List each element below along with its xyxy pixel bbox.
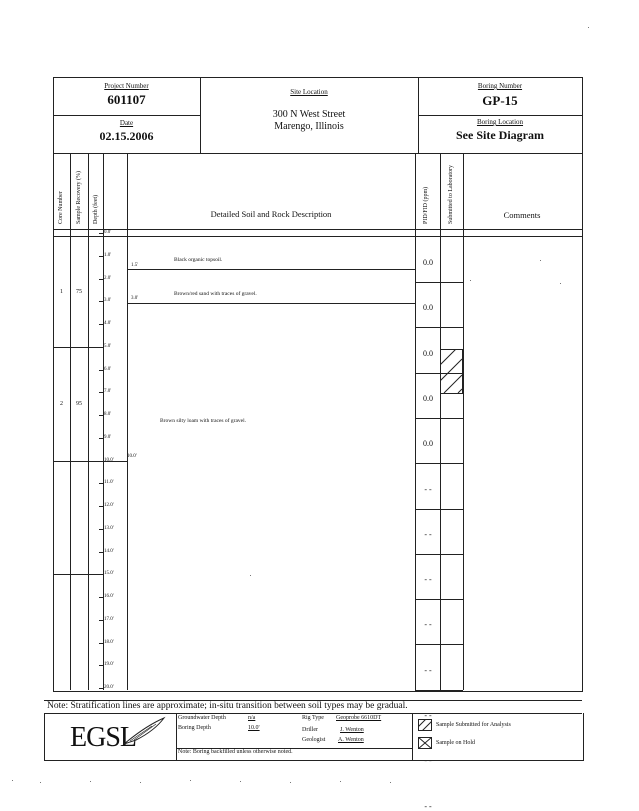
- depth-header: Depth (feet): [93, 194, 99, 224]
- scan-dot: [588, 27, 589, 28]
- boring-location: See Site Diagram: [456, 128, 544, 142]
- groundwater-value: n/a: [248, 715, 256, 721]
- hatched-legend-icon: [418, 719, 432, 731]
- layer-boundary: [127, 269, 415, 270]
- divider: [53, 153, 582, 154]
- geologist-label: Geologist: [302, 737, 326, 743]
- groundwater-label: Groundwater Depth: [178, 715, 226, 721]
- legend-analysis-label: Sample Submitted for Analysis: [436, 722, 511, 728]
- depth-tick: 20.0': [104, 685, 114, 690]
- crosshatch-legend-icon: [418, 737, 432, 749]
- pid-header: PID/FID (ppm): [423, 186, 429, 224]
- divider: [53, 236, 582, 237]
- pid-reading: - -: [424, 620, 432, 630]
- layer-description: Brown/red sand with traces of gravel.: [174, 291, 257, 297]
- core-number: 2: [60, 401, 63, 407]
- scan-dot: [470, 280, 471, 281]
- geologist-value: A. Wenton: [338, 737, 364, 743]
- layer-depth: 1.5': [131, 263, 139, 268]
- pid-row-divider: [415, 418, 463, 419]
- core-divider: [53, 574, 103, 575]
- pid-reading: 0.0: [423, 258, 433, 267]
- pid-row-divider: [415, 282, 463, 283]
- core-divider: [53, 347, 103, 348]
- depth-tick: 3.0': [104, 298, 112, 304]
- layer-depth: 3.0': [131, 296, 139, 301]
- sample-recovery-header: Sample Recovery (%): [76, 171, 82, 224]
- pid-row-divider: [415, 644, 463, 645]
- depth-tick: 16.0': [104, 594, 114, 599]
- boring-location-label: Boring Location: [476, 118, 524, 126]
- driller-label: Driller: [302, 727, 318, 733]
- divider: [70, 153, 71, 690]
- scan-dot: [240, 781, 241, 782]
- driller-value: J. Wenton: [340, 727, 364, 733]
- core-divider: [53, 461, 127, 462]
- scan-dot: [290, 782, 291, 783]
- scan-dot: [540, 260, 541, 261]
- divider: [415, 153, 416, 690]
- rig-type-value: Geoprobe 6610DT: [336, 715, 382, 721]
- depth-tick: 0.0': [104, 230, 112, 235]
- depth-tick: 8.0': [104, 412, 112, 417]
- backfill-note: Note: Boring backfilled unless otherwise noted.: [178, 749, 293, 755]
- scan-dot: [340, 781, 341, 782]
- boring-depth-value: 10.0': [248, 725, 260, 731]
- pid-row-divider: [415, 327, 463, 328]
- divider: [418, 115, 582, 116]
- pid-reading: 0.0: [423, 393, 433, 403]
- pid-reading: 0.0: [423, 303, 433, 313]
- scan-dot: [560, 283, 561, 284]
- scan-dot: [12, 780, 13, 781]
- divider: [176, 713, 177, 760]
- pid-reading: - -: [424, 756, 432, 766]
- pid-row-divider: [415, 554, 463, 555]
- depth-tick: 9.0': [104, 434, 112, 440]
- depth-tick: 14.0': [104, 548, 114, 554]
- stratification-note: Note: Stratification lines are approximate; in-situ transition between soil types may be gradual.: [47, 701, 408, 711]
- comments-header: Comments: [503, 210, 541, 220]
- scan-dot: [190, 780, 191, 781]
- sample-recovery: 75: [76, 289, 82, 295]
- scan-dot: [90, 781, 91, 782]
- legend-hold-label: Sample on Hold: [436, 740, 475, 746]
- depth-tick: 1.0': [104, 252, 112, 258]
- submitted-header: Submitted to Laboratory: [448, 165, 454, 224]
- pid-reading: - -: [424, 711, 432, 720]
- core-number: 1: [60, 289, 63, 295]
- depth-tick: 17.0': [104, 616, 114, 622]
- project-number: 601107: [107, 92, 146, 107]
- pid-row-divider: [415, 690, 463, 691]
- pid-row-divider: [415, 509, 463, 510]
- pid-reading: 0.0: [423, 439, 433, 449]
- pid-reading: - -: [424, 575, 432, 585]
- pid-reading: - -: [424, 801, 432, 811]
- site-location-label: Site Location: [290, 88, 328, 96]
- sample-recovery: 95: [76, 401, 82, 407]
- pid-row-divider: [415, 463, 463, 464]
- depth-tick: 6.0': [104, 366, 112, 372]
- layer-description: Brown silty loam with traces of gravel.: [160, 418, 246, 424]
- description-header: Detailed Soil and Rock Description: [210, 209, 332, 219]
- divider: [88, 153, 89, 690]
- pid-row-divider: [415, 599, 463, 600]
- divider: [412, 713, 413, 760]
- depth-tick: 13.0': [104, 525, 114, 531]
- pid-reading: - -: [424, 529, 432, 539]
- pid-reading: - -: [424, 484, 432, 494]
- depth-tick: 15.0': [104, 571, 114, 577]
- divider: [440, 153, 441, 690]
- depth-tick: 10.0': [104, 457, 114, 463]
- site-city: Marengo, Illinois: [274, 121, 344, 132]
- scan-dot: [140, 782, 141, 783]
- depth-tick: 2.0': [104, 275, 112, 281]
- boring-number-label: Boring Number: [477, 82, 523, 90]
- egsl-logo: EGSL: [70, 722, 136, 753]
- depth-tick: 5.0': [104, 343, 112, 349]
- boring-depth-label: Boring Depth: [178, 725, 211, 731]
- divider: [463, 153, 464, 690]
- layer-description: Black organic topsoil.: [174, 257, 223, 263]
- core-number-header: Core Number: [58, 191, 64, 224]
- depth-tick: 12.0': [104, 503, 114, 508]
- divider: [53, 229, 582, 230]
- depth-tick: 18.0': [104, 639, 114, 645]
- scan-dot: [390, 782, 391, 783]
- boring-log-frame: [53, 77, 583, 692]
- rig-type-label: Rig Type: [302, 715, 324, 721]
- pid-reading: - -: [424, 665, 432, 675]
- feather-logo-icon: [122, 716, 166, 746]
- site-address: 300 N West Street: [272, 109, 346, 120]
- divider: [53, 115, 200, 116]
- layer-boundary: [127, 303, 415, 304]
- layer-depth: 10.0': [127, 454, 137, 459]
- pid-reading: 0.0: [423, 348, 433, 358]
- depth-tick: 19.0': [104, 662, 114, 668]
- date-value: 02.15.2006: [99, 129, 154, 143]
- scan-dot: [250, 575, 251, 576]
- scan-dot: [40, 782, 41, 783]
- depth-tick: 7.0': [104, 389, 112, 395]
- depth-tick: 4.0': [104, 321, 112, 326]
- boring-number: GP-15: [482, 93, 518, 108]
- depth-tick: 11.0': [104, 480, 114, 486]
- pid-row-divider: [415, 373, 463, 374]
- project-number-label: Project Number: [104, 82, 149, 90]
- date-label: Date: [119, 119, 134, 127]
- divider: [127, 153, 128, 690]
